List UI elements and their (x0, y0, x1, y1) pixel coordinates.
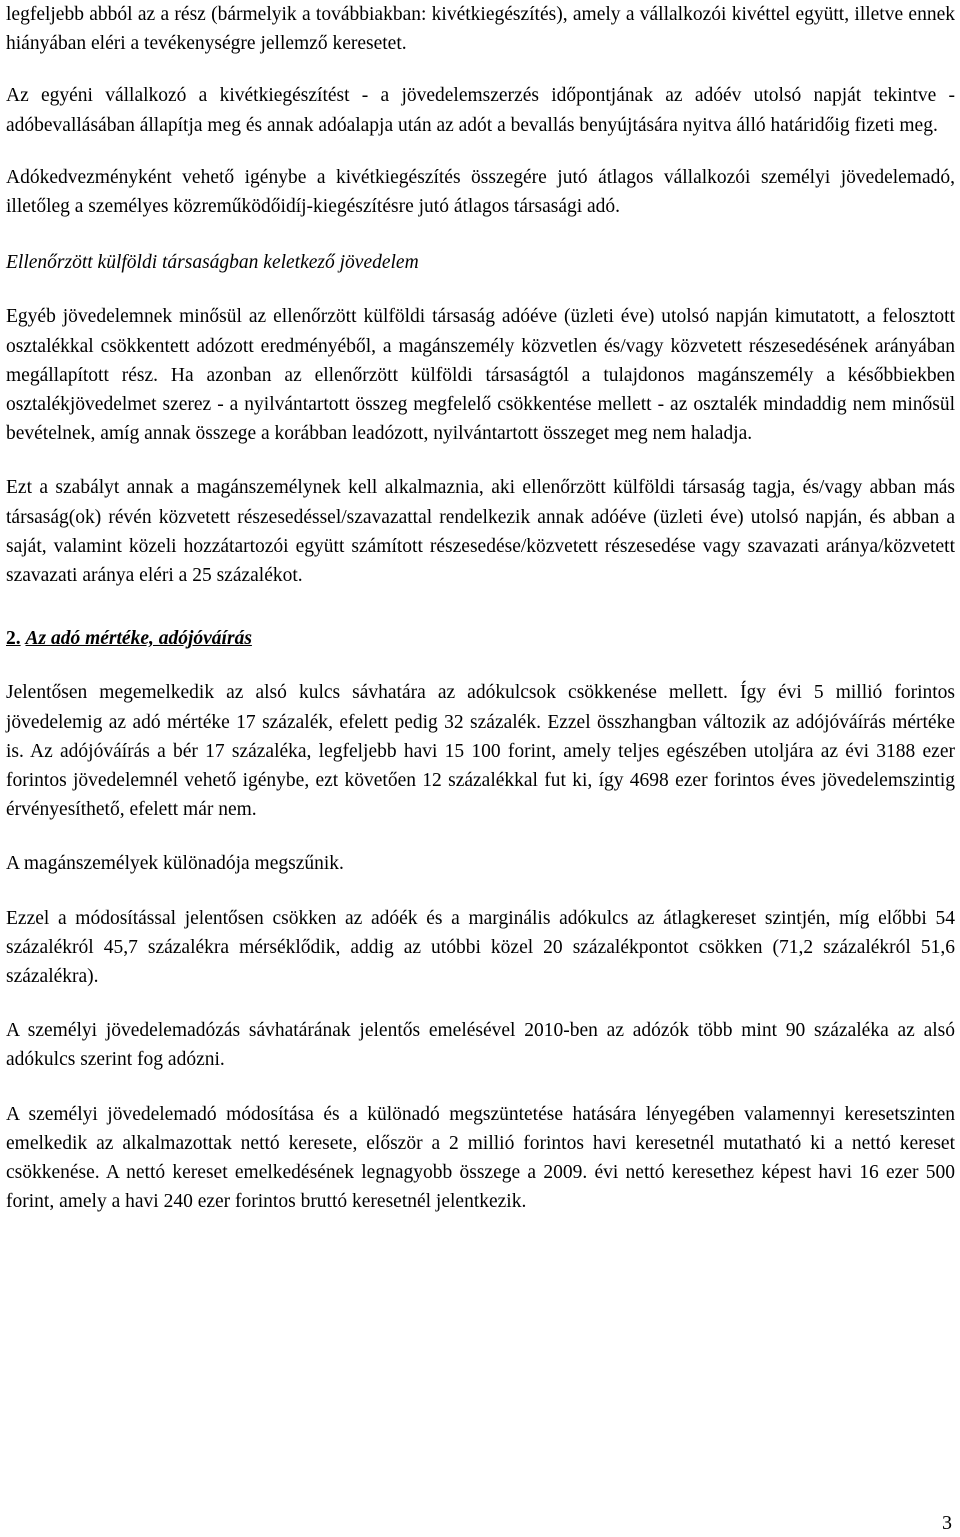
paragraph-savhatar-emeles: A személyi jövedelemadózás sávhatárának jelentős emelésével 2010-ben az adózók több mint 90 százaléka az alsó adókulcs szerint fog adózni. (6, 1020, 955, 1071)
paragraph-adokedvezmeny: Adókedvezményként vehető igénybe a kivétkiegészítés összegére jutó átlagos vállalkozói személyi jövedelemadó, illetőleg a személyes közreműködőidíj-kiegészítésre jutó átlagos társasági adó. (6, 166, 955, 218)
paragraph-szabaly-alkalmazasa: Ezt a szabályt annak a magánszemélynek kell alkalmaznia, aki ellenőrzött külföldi társaság tagja, és/vagy abban más társaság(ok) révén közvetett részesedéssel/szavazattal rendelkezik annak adóéve (üzleti éve) utolsó napján, és abban a saját, valamint közeli hozzátartozói együtt számított részesedése/közvetett részesedése vagy szavazati aránya/közvetett szavazati aránya eléri a 25 százalékot. (6, 477, 955, 587)
paragraph-egyeb-jovedelem: Egyéb jövedelemnek minősül az ellenőrzött külföldi társaság adóéve (üzleti éve) utolsó napján kimutatott, a felosztott osztalékkal csökkentett adózott eredményéből, a magánszemély közvetlen és/vagy közvetett részesedésének arányában megállapított rész. Ha azonban az ellenőrzött külföldi társaságtól a tulajdonos magánszemély a későbbiekben osztalékjövedelmet szerez - a nyilvántartott összeg megfelelő csökkentése mellett - az osztalék mindaddig nem minősül bevételnek, amíg annak összege a korábban leadózott, nyilvántartott összeget meg nem haladja. (6, 306, 955, 445)
paragraph-netto-kereset: A személyi jövedelemadó módosítása és a különadó megszüntetése hatására lényegében valamennyi keresetszinten emelkedik az alkalmazottak nettó keresete, először a 2 millió forintos havi keresetnél mutatható ki a nettó kereset csökkenése. A nettó kereset emelkedésének legnagyobb összege a 2009. évi nettó keresethez képest havi 16 ezer 500 forint, amely a havi 240 ezer forintos bruttó keresetnél jelentkezik. (6, 1103, 955, 1213)
section-title: Az adó mértéke, adójóváírás (25, 628, 252, 650)
paragraph-also-kulcs-savhatar: Jelentősen megemelkedik az alsó kulcs sávhatára az adókulcsok csökkenése mellett. Így évi 5 millió forintos jövedelemig az adó mértéke 17 százalék, efelett pedig 32 százalék. Ezzel összhangban változik az adójóváírás mértéke is. Az adójóváírás a bér 17 százaléka, legfeljebb havi 15 100 forint, amely teljes egészében utoljára az évi 3188 ezer forintos jövedelemnél vehető igénybe, ezt követően 12 százalékkal fut ki, így 4698 ezer forintos éves jövedelemszintig érvényesíthető, efelett már nem. (6, 682, 955, 821)
subheading-ellenorzott-kulfoldi-tarsasag: Ellenőrzött külföldi társaságban keletkező jövedelem (6, 252, 419, 274)
paragraph-egyeni-vallalkozo: Az egyéni vállalkozó a kivétkiegészítést - a jövedelemszerzés időpontjának az adóév utolsó napját tekintve - adóbevallásában állapítja meg és annak adóalapja után az adót a bevallás benyújtására nyitva álló határidőig fizeti meg. (6, 85, 955, 136)
page-number: 3 (942, 1512, 952, 1534)
document-page (6, 0, 955, 1217)
paragraph-adoek-csokken: Ezzel a módosítással jelentősen csökken az adóék és a marginális adókulcs az átlagkereset szintjén, míg előbbi 54 százalékról 45,7 százalékra mérséklődik, addig az utóbbi közel 20 százalékpontot csökken (71,2 százalékról 51,6 százalékra). (6, 907, 955, 988)
paragraph-kivetkiegeszites-definition: legfeljebb abból az a rész (bármelyik a továbbiakban: kivétkiegészítés), amely a vállalkozói kivéttel együtt, illetve ennek hiányában eléri a tevékenységre jellemző keresetet. (6, 4, 955, 55)
section-number: 2. (6, 628, 21, 650)
paragraph-kulonado-megszunik: A magánszemélyek különadója megszűnik. (6, 853, 344, 875)
section-heading (6, 624, 955, 653)
